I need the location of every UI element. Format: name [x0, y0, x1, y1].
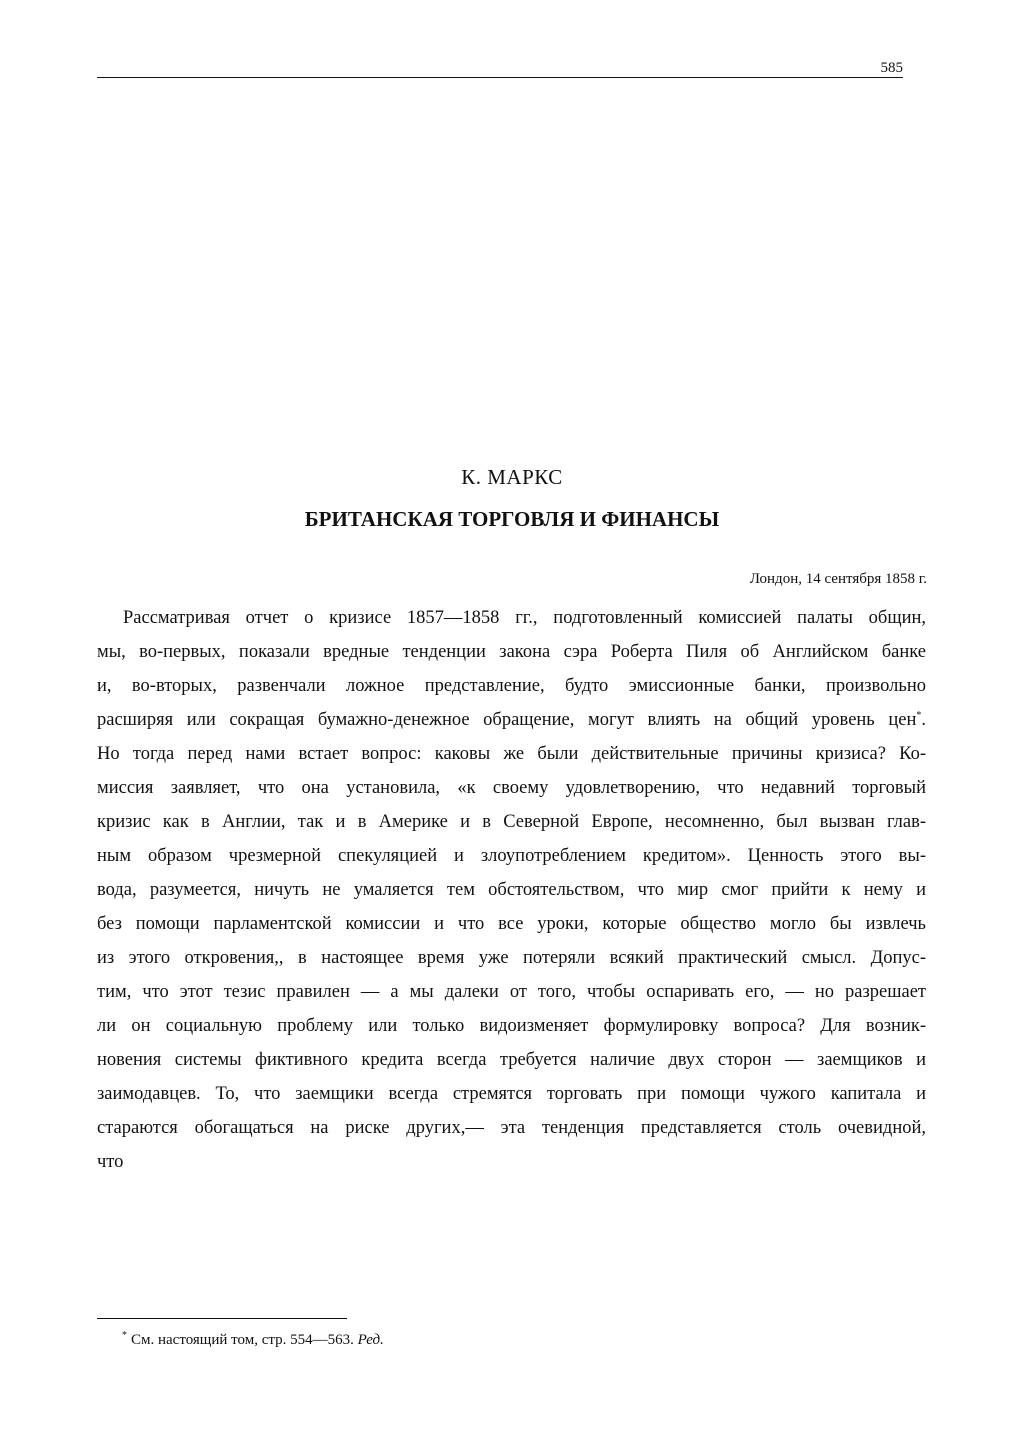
article-body	[97, 601, 926, 1179]
body-line: стараются обогащаться на риске других,— эта тенденция представляется столь очевидной,	[97, 1118, 926, 1138]
body-line: Но тогда перед нами встает вопрос: каковы же были действительные причины кризиса? Ко-	[97, 744, 926, 764]
footnote-marker: *	[122, 1330, 127, 1341]
body-line: мы, во-первых, показали вредные тенденции закона сэра Роберта Пиля об Английском банке	[97, 642, 926, 662]
body-line-with-footnote	[97, 703, 926, 737]
footnote-editor-note: Ред.	[357, 1332, 384, 1348]
body-line: вода, разумеется, ничуть не умаляется тем обстоятельством, что мир смог прийти к нему и	[97, 880, 926, 900]
page-number: 585	[880, 60, 903, 76]
body-line: кризис как в Англии, так и в Америке и в Северной Европе, несомненно, был вызван глав-	[97, 812, 926, 832]
body-line: Рассматривая отчет о кризисе 1857—1858 гг., подготовленный комиссией палаты общин,	[123, 608, 926, 628]
body-line: и, во-вторых, развенчали ложное представление, будто эмиссионные банки, произвольно	[97, 676, 926, 696]
body-line: что	[97, 1152, 124, 1172]
body-line: миссия заявляет, что она установила, «к своему удовлетворению, что недавний торговый	[97, 778, 926, 798]
article-title: БРИТАНСКАЯ ТОРГОВЛЯ И ФИНАНСЫ	[304, 507, 720, 531]
footnote-rule	[97, 1318, 347, 1319]
body-line: заимодавцев. То, что заемщики всегда стремятся торговать при помощи чужого капитала и	[97, 1084, 926, 1104]
body-line: из этого откровения,, в настоящее время уже потеряли всякий практический смысл. Допус-	[97, 948, 926, 968]
body-line: без помощи парламентской комиссии и что все уроки, которые общество могло бы извлечь	[97, 914, 926, 934]
article-dateline: Лондон, 14 сентября 1858 г.	[749, 571, 927, 587]
body-line-period: .	[921, 710, 926, 730]
article-author: К. МАРКС	[461, 465, 563, 489]
body-line: ным образом чрезмерной спекуляцией и злоупотреблением кредитом». Ценность этого вы-	[97, 846, 926, 866]
footnote	[122, 1328, 384, 1352]
header-rule	[97, 77, 903, 78]
body-line-text: расширяя или сокращая бумажно-денежное обращение, могут влиять на общий уровень цен	[97, 710, 917, 730]
footnote-text: См. настоящий том, стр. 554—563.	[131, 1332, 354, 1348]
footnote-reference[interactable]: *	[916, 710, 922, 721]
body-line: ли он социальную проблему или только видоизменяет формулировку вопроса? Для возник-	[97, 1016, 926, 1036]
body-line: новения системы фиктивного кредита всегда требуется наличие двух сторон — заемщиков и	[97, 1050, 926, 1070]
body-line: тим, что этот тезис правилен — а мы далеки от того, чтобы оспаривать его, — но разрешает	[97, 982, 926, 1002]
